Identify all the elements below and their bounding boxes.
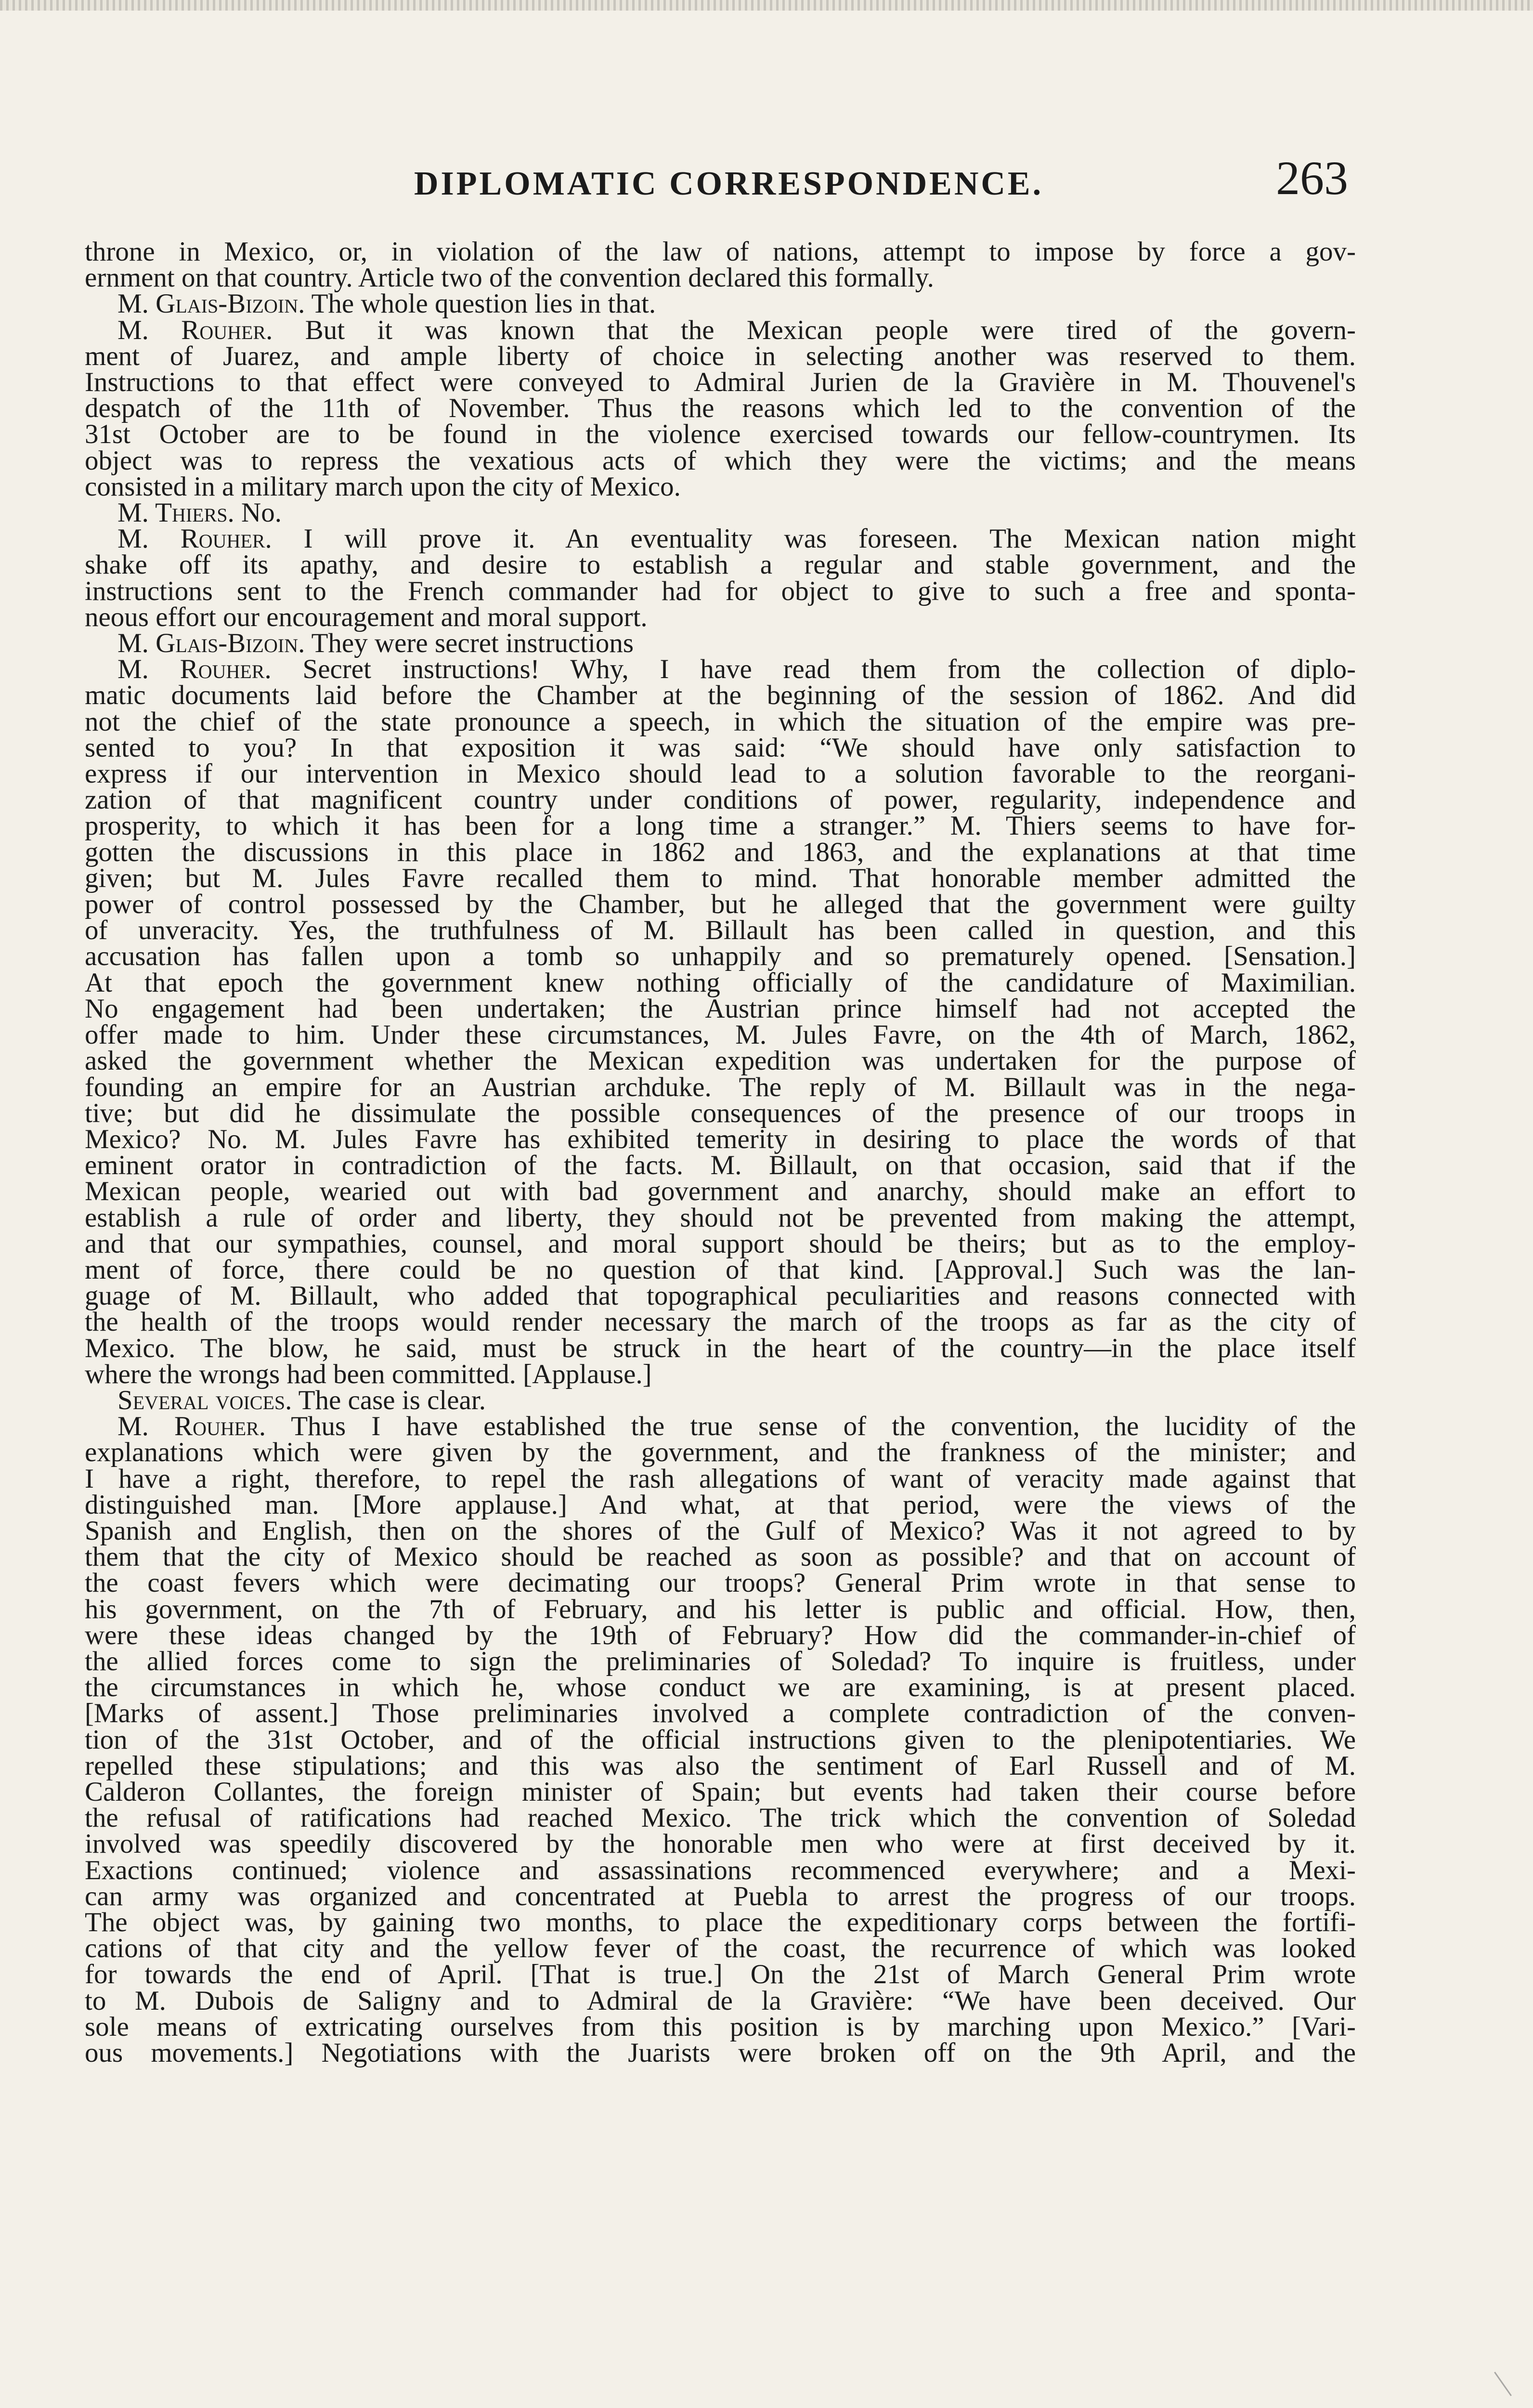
line-text: the health of the troops would render necessary the march of the troops as far as the city of — [85, 1307, 1356, 1337]
text-line — [85, 1437, 1356, 1468]
line-text: were these ideas changed by the 19th of February? How did the commander-in-chief of — [85, 1620, 1356, 1650]
text-line — [85, 1413, 1356, 1440]
text-line — [85, 1126, 1356, 1152]
text-line — [85, 1570, 1356, 1596]
text-line — [85, 1698, 1356, 1729]
line-text: [Marks of assent.] Those preliminaries involved a complete contradiction of the conven- — [85, 1698, 1356, 1729]
text-line — [85, 1959, 1356, 1990]
line-text: The whole question lies in that. — [311, 288, 656, 319]
text-line — [85, 236, 1356, 267]
line-text: Thus I have established the true sense of the convention, the lucidity of the — [291, 1411, 1356, 1442]
text-line — [85, 393, 1356, 424]
line-text: object was to repress the vexatious acts of which they were the victims; and the means — [85, 445, 1356, 476]
text-line — [85, 497, 1356, 528]
text-line — [85, 314, 1356, 345]
line-text: involved was speedily discovered by the honorable men who were at first deceived by it. — [85, 1829, 1356, 1859]
text-line — [85, 680, 1356, 711]
line-text: of unveracity. Yes, the truthfulness of M. Billault has been called in question, and this — [85, 915, 1356, 946]
text-line — [85, 1855, 1356, 1885]
text-line — [85, 1283, 1356, 1309]
line-text: and that our sympathies, counsel, and moral support should be theirs; but as to the employ- — [85, 1228, 1356, 1259]
line-text: consisted in a military march upon the city of Mexico. — [85, 471, 681, 502]
text-line — [85, 288, 1356, 319]
line-text: Calderon Collantes, the foreign minister of Spain; but events had taken their course before — [85, 1776, 1356, 1807]
line-text: eminent orator in contradiction of the facts. M. Billault, on that occasion, said that if the — [85, 1150, 1356, 1181]
text-line — [85, 732, 1356, 763]
text-line — [85, 1074, 1356, 1100]
running-title: DIPLOMATIC CORRESPONDENCE. — [414, 165, 1044, 202]
text-line — [85, 1672, 1356, 1703]
text-line — [85, 471, 1356, 502]
line-text: matic documents laid before the Chamber at the beginning of the session of 1862. And did — [85, 680, 1356, 711]
text-line — [85, 1489, 1356, 1520]
line-text: asked the government whether the Mexican expedition was undertaken for the purpose of — [85, 1046, 1356, 1076]
text-line — [85, 604, 1356, 630]
speaker-name: M. Rouher. — [117, 523, 272, 554]
line-text: to M. Dubois de Saligny and to Admiral de la Gravière: “We have been deceived. Our — [85, 1985, 1356, 2016]
text-line — [85, 761, 1356, 787]
text-line — [85, 1985, 1356, 2016]
line-text: establish a rule of order and liberty, they should not be prevented from making the attempt, — [85, 1202, 1356, 1233]
speaker-name: M. Rouher. — [117, 314, 273, 345]
line-text: repelled these stipulations; and this was also the sentiment of Earl Russell and of M. — [85, 1750, 1356, 1781]
line-text: despatch of the 11th of November. Thus the reasons which led to the convention of the — [85, 393, 1356, 424]
line-text: distinguished man. [More applause.] And what, at that period, were the views of the — [85, 1489, 1356, 1520]
text-line — [85, 2011, 1356, 2042]
line-text: gotten the discussions in this place in 1862 and 1863, and the explanations at that time — [85, 837, 1356, 867]
line-text: The case is clear. — [298, 1385, 486, 1415]
text-line — [85, 1831, 1356, 1857]
line-text: Mexico? No. M. Jules Favre has exhibited temerity in desiring to place the words of that — [85, 1124, 1356, 1154]
text-line — [85, 1309, 1356, 1335]
text-line — [85, 1100, 1356, 1126]
text-line — [85, 1620, 1356, 1650]
text-line — [85, 523, 1356, 554]
line-text: them that the city of Mexico should be reached as soon as possible? and that on account of — [85, 1542, 1356, 1572]
speaker-name: Several voices. — [117, 1385, 292, 1415]
text-line — [85, 1515, 1356, 1546]
body-text — [85, 236, 1356, 2068]
text-line — [85, 1254, 1356, 1285]
line-text: offer made to him. Under these circumstances, M. Jules Favre, on the 4th of March, 1862, — [85, 1020, 1356, 1050]
text-line — [85, 839, 1356, 865]
text-line — [85, 889, 1356, 920]
scan-top-edge — [0, 0, 1533, 11]
text-line — [85, 1544, 1356, 1570]
text-line — [85, 1022, 1356, 1048]
line-text: cations of that city and the yellow fever of the coast, the recurrence of which was looked — [85, 1933, 1356, 1964]
text-line — [85, 419, 1356, 450]
line-text: At that epoch the government knew nothing officially of the candidature of Maximilian. — [85, 967, 1356, 998]
line-text: No engagement had been undertaken; the Austrian prince himself had not accepted the — [85, 993, 1356, 1024]
text-line — [85, 1176, 1356, 1207]
text-line — [85, 1228, 1356, 1259]
line-text: Mexico. The blow, he said, must be struck in the heart of the country—in the place itself — [85, 1333, 1356, 1363]
line-text: The object was, by gaining two months, to place the expeditionary corps between the fortifi- — [85, 1907, 1356, 1937]
line-text: 31st October are to be found in the violence exercised towards our fellow-countrymen. Its — [85, 419, 1356, 450]
speaker-name: M. Glais-Bizoin. — [117, 288, 305, 319]
line-text: Mexican people, wearied out with bad government and anarchy, should make an effort to — [85, 1176, 1356, 1207]
line-text: Instructions to that effect were conveyed to Admiral Jurien de la Gravière in M. Thouvenel's — [85, 367, 1356, 398]
text-line — [85, 1776, 1356, 1807]
line-text: throne in Mexico, or, in violation of the law of nations, attempt to impose by force a gov- — [85, 236, 1356, 267]
line-text: accusation has fallen upon a tomb so unhappily and so prematurely opened. [Sensation.] — [85, 941, 1356, 972]
text-line — [85, 2040, 1356, 2066]
text-line — [85, 993, 1356, 1024]
text-line — [85, 1335, 1356, 1361]
line-text: tion of the 31st October, and of the official instructions given to the plenipotentiaries. We — [85, 1724, 1356, 1755]
text-line — [85, 941, 1356, 972]
page-number: 263 — [1276, 151, 1348, 205]
text-line — [85, 915, 1356, 946]
text-line — [85, 1463, 1356, 1494]
line-text: power of control possessed by the Chamber, but he alleged that the government were guilty — [85, 889, 1356, 920]
text-line — [85, 1881, 1356, 1911]
line-text: ment of force, there could be no question of that kind. [Approval.] Such was the lan- — [85, 1254, 1356, 1285]
line-text: No. — [241, 497, 282, 528]
line-text: explanations which were given by the government, and the frankness of the minister; and — [85, 1437, 1356, 1468]
line-text: express if our intervention in Mexico should lead to a solution favorable to the reorgani- — [85, 759, 1356, 789]
line-text: I have a right, therefore, to repel the rash allegations of want of veracity made against that — [85, 1463, 1356, 1494]
text-line — [85, 1907, 1356, 1937]
line-text: ernment on that country. Article two of the convention declared this formally. — [85, 262, 934, 293]
text-line — [85, 628, 1356, 659]
line-text: zation of that magnificent country under conditions of power, regularity, independence and — [85, 785, 1356, 815]
line-text: the allied forces come to sign the preliminaries of Soledad? To inquire is fruitless, under — [85, 1646, 1356, 1676]
line-text: Spanish and English, then on the shores of the Gulf of Mexico? Was it not agreed to by — [85, 1515, 1356, 1546]
text-line — [85, 1646, 1356, 1676]
text-line — [85, 552, 1356, 578]
line-text: sented to you? In that exposition it was said: “We should have only satisfaction to — [85, 732, 1356, 763]
line-text: his government, on the 7th of February, and his letter is public and official. How, then, — [85, 1594, 1356, 1624]
text-line — [85, 865, 1356, 891]
text-line — [85, 787, 1356, 813]
text-line — [85, 706, 1356, 737]
text-line — [85, 1361, 1356, 1387]
text-line — [85, 578, 1356, 604]
line-text: Exactions continued; violence and assassinations recommenced everywhere; and a Mexi- — [85, 1855, 1356, 1885]
text-line — [85, 654, 1356, 685]
line-text: where the wrongs had been committed. [Applause.] — [85, 1359, 652, 1389]
text-line — [85, 967, 1356, 998]
text-line — [85, 813, 1356, 839]
line-text: ous movements.] Negotiations with the Juarists were broken off on the 9th April, and the — [85, 2038, 1356, 2068]
line-text: not the chief of the state pronounce a speech, in which the situation of the empire was pre- — [85, 706, 1356, 737]
text-line — [85, 1150, 1356, 1181]
speaker-name: M. Rouher. — [117, 1411, 266, 1442]
line-text: I will prove it. An eventuality was foreseen. The Mexican nation might — [303, 523, 1356, 554]
line-text: sole means of extricating ourselves from this position is by marching upon Mexico.” [Vari- — [85, 2011, 1356, 2042]
line-text: the refusal of ratifications had reached Mexico. The trick which the convention of Soledad — [85, 1803, 1356, 1833]
line-text: shake off its apathy, and desire to establish a regular and stable government, and the — [85, 550, 1356, 580]
line-text: Secret instructions! Why, I have read them from the collection of diplo- — [302, 654, 1356, 685]
line-text: prosperity, to which it has been for a long time a stranger.” M. Thiers seems to have for- — [85, 811, 1356, 841]
text-line — [85, 1202, 1356, 1233]
line-text: instructions sent to the French commander had for object to give to such a free and sponta- — [85, 576, 1356, 606]
line-text: neous effort our encouragement and moral support. — [85, 602, 648, 632]
text-line — [85, 367, 1356, 398]
line-text: They were secret instructions — [311, 628, 634, 659]
speaker-name: M. Glais-Bizoin. — [117, 628, 305, 659]
text-line — [85, 340, 1356, 371]
line-text: given; but M. Jules Favre recalled them to mind. That honorable member admitted the — [85, 863, 1356, 893]
margin-mark — [1494, 2372, 1512, 2396]
text-line — [85, 262, 1356, 293]
speaker-name: M. Thiers. — [117, 497, 234, 528]
text-line — [85, 1933, 1356, 1964]
text-line — [85, 445, 1356, 476]
text-line — [85, 1387, 1356, 1413]
text-line — [85, 1594, 1356, 1624]
line-text: can army was organized and concentrated at Puebla to arrest the progress of our troops. — [85, 1881, 1356, 1911]
text-line — [85, 1724, 1356, 1755]
line-text: ment of Juarez, and ample liberty of choice in selecting another was reserved to them. — [85, 340, 1356, 371]
text-line — [85, 1750, 1356, 1781]
line-text: guage of M. Billault, who added that topographical peculiarities and reasons connected with — [85, 1281, 1356, 1311]
page-header — [414, 150, 1348, 203]
line-text: the coast fevers which were decimating our troops? General Prim wrote in that sense to — [85, 1568, 1356, 1598]
speaker-name: M. Rouher. — [117, 654, 272, 685]
line-text: founding an empire for an Austrian archduke. The reply of M. Billault was in the nega- — [85, 1072, 1356, 1102]
line-text: But it was known that the Mexican people were tired of the govern- — [305, 314, 1356, 345]
text-line — [85, 1048, 1356, 1074]
line-text: the circumstances in which he, whose conduct we are examining, is at present placed. — [85, 1672, 1356, 1703]
line-text: for towards the end of April. [That is true.] On the 21st of March General Prim wrote — [85, 1959, 1356, 1990]
line-text: tive; but did he dissimulate the possible consequences of the presence of our troops in — [85, 1098, 1356, 1128]
text-line — [85, 1805, 1356, 1831]
